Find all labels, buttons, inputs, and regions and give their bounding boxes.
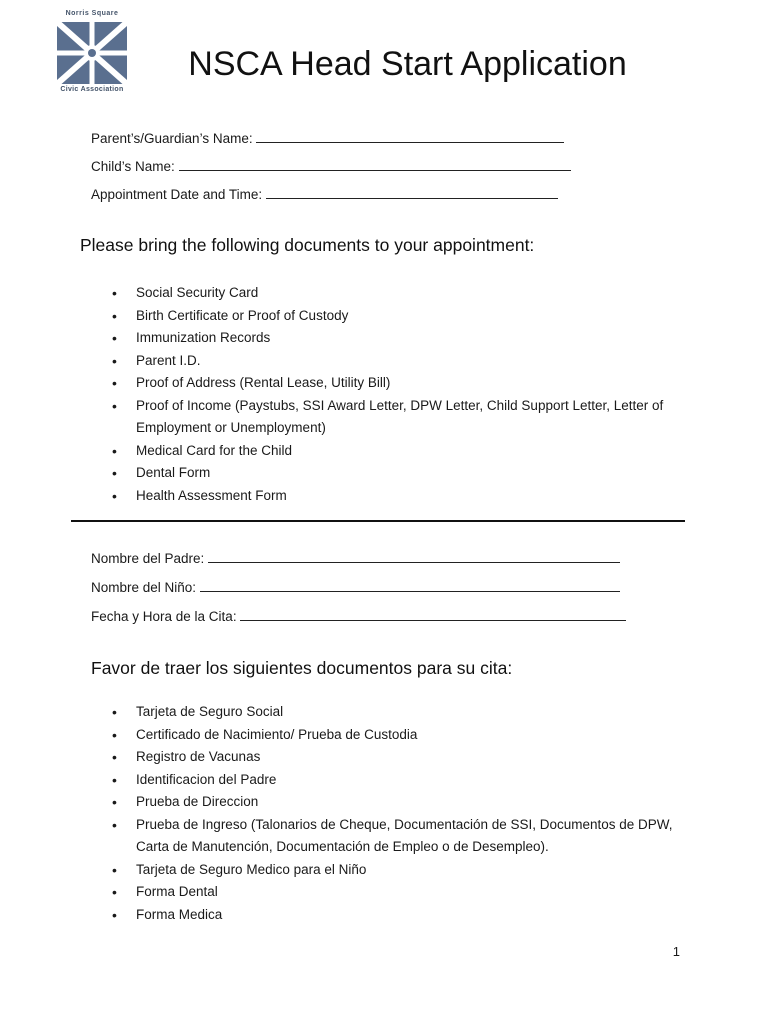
appointment-date-time-label: Appointment Date and Time:	[91, 187, 263, 202]
fecha-hora-cita-label: Fecha y Hora de la Cita:	[91, 609, 237, 624]
english-documents-heading: Please bring the following documents to your appointment:	[80, 235, 535, 255]
list-item: • Birth Certificate or Proof of Custody	[91, 305, 663, 328]
logo-top-text: Norris Square	[65, 10, 119, 17]
list-item	[91, 814, 673, 859]
list-item: • Proof of Address (Rental Lease, Utility Bill)	[91, 372, 663, 395]
page-number: 1	[672, 944, 680, 959]
list-item-line: Proof of Income (Paystubs, SSI Award Letter, DPW Letter, Child Support Letter, Letter of	[136, 397, 664, 413]
list-item: • Registro de Vacunas	[91, 746, 673, 769]
nombre-nino-label: Nombre del Niño:	[91, 580, 197, 595]
logo-bottom-text: Civic Association	[60, 86, 124, 93]
list-item-line: Prueba de Ingreso (Talonarios de Cheque, Documentación de SSI, Documentos de DPW,	[136, 816, 673, 832]
nombre-nino-line[interactable]	[200, 579, 620, 592]
nombre-padre-label: Nombre del Padre:	[91, 551, 205, 566]
fecha-hora-cita-line[interactable]	[240, 608, 626, 621]
child-name-line[interactable]	[179, 158, 571, 171]
list-item: • Tarjeta de Seguro Social	[91, 701, 673, 724]
list-item: • Health Assessment Form	[91, 485, 663, 508]
list-item-line: Carta de Manutención, Documentación de Empleo o de Desempleo).	[136, 839, 549, 854]
child-name-field[interactable]	[91, 158, 571, 174]
nombre-padre-field[interactable]	[91, 550, 620, 566]
list-item: • Forma Medica	[91, 904, 673, 927]
list-item-line: Employment or Unemployment)	[136, 420, 326, 435]
nombre-padre-line[interactable]	[208, 550, 620, 563]
appointment-date-time-line[interactable]	[266, 186, 558, 199]
list-item: • Dental Form	[91, 462, 663, 485]
spanish-documents-heading: Favor de traer los siguientes documentos para su cita:	[91, 658, 513, 678]
fecha-hora-cita-field[interactable]	[91, 608, 626, 624]
child-name-label: Child’s Name:	[91, 159, 175, 174]
list-item: • Certificado de Nacimiento/ Prueba de Custodia	[91, 724, 673, 747]
list-item: • Immunization Records	[91, 327, 663, 350]
list-item: • Parent I.D.	[91, 350, 663, 373]
list-item: • Prueba de Direccion	[91, 791, 673, 814]
list-item: • Medical Card for the Child	[91, 440, 663, 463]
list-item: • Social Security Card	[91, 282, 663, 305]
parent-guardian-name-label: Parent’s/Guardian’s Name:	[91, 131, 253, 146]
list-item: • Tarjeta de Seguro Medico para el Niño	[91, 859, 673, 882]
parent-guardian-name-line[interactable]	[256, 130, 564, 143]
section-divider	[71, 520, 685, 522]
nombre-nino-field[interactable]	[91, 579, 620, 595]
list-item: • Forma Dental	[91, 881, 673, 904]
list-item	[91, 395, 663, 440]
parent-guardian-name-field[interactable]	[91, 130, 564, 146]
appointment-date-time-field[interactable]	[91, 186, 558, 202]
list-item: • Identificacion del Padre	[91, 769, 673, 792]
english-documents-list	[91, 282, 663, 507]
spanish-documents-list	[91, 701, 673, 926]
page-title: NSCA Head Start Application	[188, 45, 627, 83]
